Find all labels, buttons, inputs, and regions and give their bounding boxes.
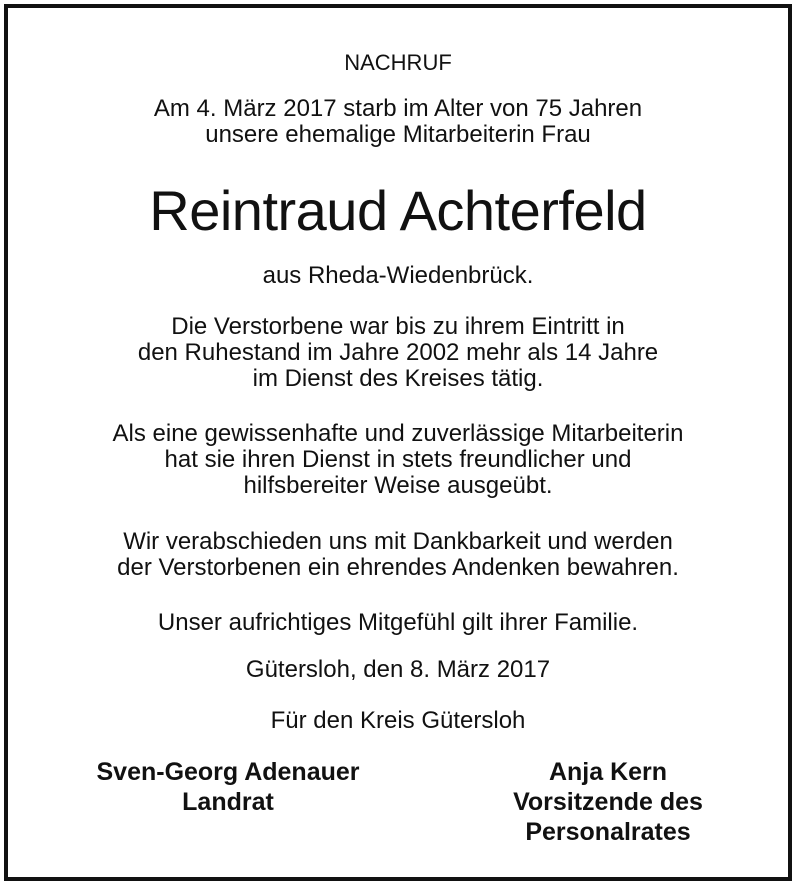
paragraph-farewell bbox=[8, 529, 788, 581]
paragraph-line: der Verstorbenen ein ehrendes Andenken bewahren. bbox=[117, 554, 679, 581]
signer-name: Anja Kern bbox=[548, 758, 668, 786]
obituary-notice bbox=[4, 4, 792, 881]
paragraph-line: hat sie ihren Dienst in stets freundlicher und bbox=[164, 446, 632, 473]
paragraph-line: Wir verabschieden uns mit Dankbarkeit und werden bbox=[123, 528, 673, 555]
on-behalf-line: Für den Kreis Gütersloh bbox=[270, 707, 526, 734]
origin-text: aus Rheda-Wiedenbrück. bbox=[262, 262, 534, 289]
intro-line: unsere ehemalige Mitarbeiterin Frau bbox=[205, 121, 591, 148]
notice-heading: NACHRUF bbox=[344, 50, 452, 75]
paragraph-line: den Ruhestand im Jahre 2002 mehr als 14 Jahre bbox=[137, 339, 659, 366]
paragraph-line: Die Verstorbene war bis zu ihrem Eintritt in bbox=[171, 313, 625, 340]
paragraph-line: im Dienst des Kreises tätig. bbox=[252, 365, 544, 392]
signer-title: Landrat bbox=[182, 788, 274, 816]
paragraph-character bbox=[8, 421, 788, 499]
signer-right bbox=[458, 757, 758, 847]
intro-text bbox=[8, 96, 788, 148]
paragraph-line: Unser aufrichtiges Mitgefühl gilt ihrer Familie. bbox=[157, 609, 639, 636]
signer-title: Personalrates bbox=[525, 818, 691, 846]
signer-name: Sven-Georg Adenauer bbox=[96, 758, 360, 786]
place-date: Gütersloh, den 8. März 2017 bbox=[245, 656, 551, 683]
paragraph-service bbox=[8, 314, 788, 392]
signer-title: Vorsitzende des bbox=[513, 788, 703, 816]
intro-line: Am 4. März 2017 starb im Alter von 75 Jahren bbox=[153, 95, 643, 122]
paragraph-line: hilfsbereiter Weise ausgeübt. bbox=[243, 472, 553, 499]
signer-left bbox=[58, 757, 398, 817]
paragraph-condolence bbox=[8, 610, 788, 636]
deceased-name: Reintraud Achterfeld bbox=[149, 179, 647, 242]
paragraph-line: Als eine gewissenhafte und zuverlässige Mitarbeiterin bbox=[112, 420, 684, 447]
